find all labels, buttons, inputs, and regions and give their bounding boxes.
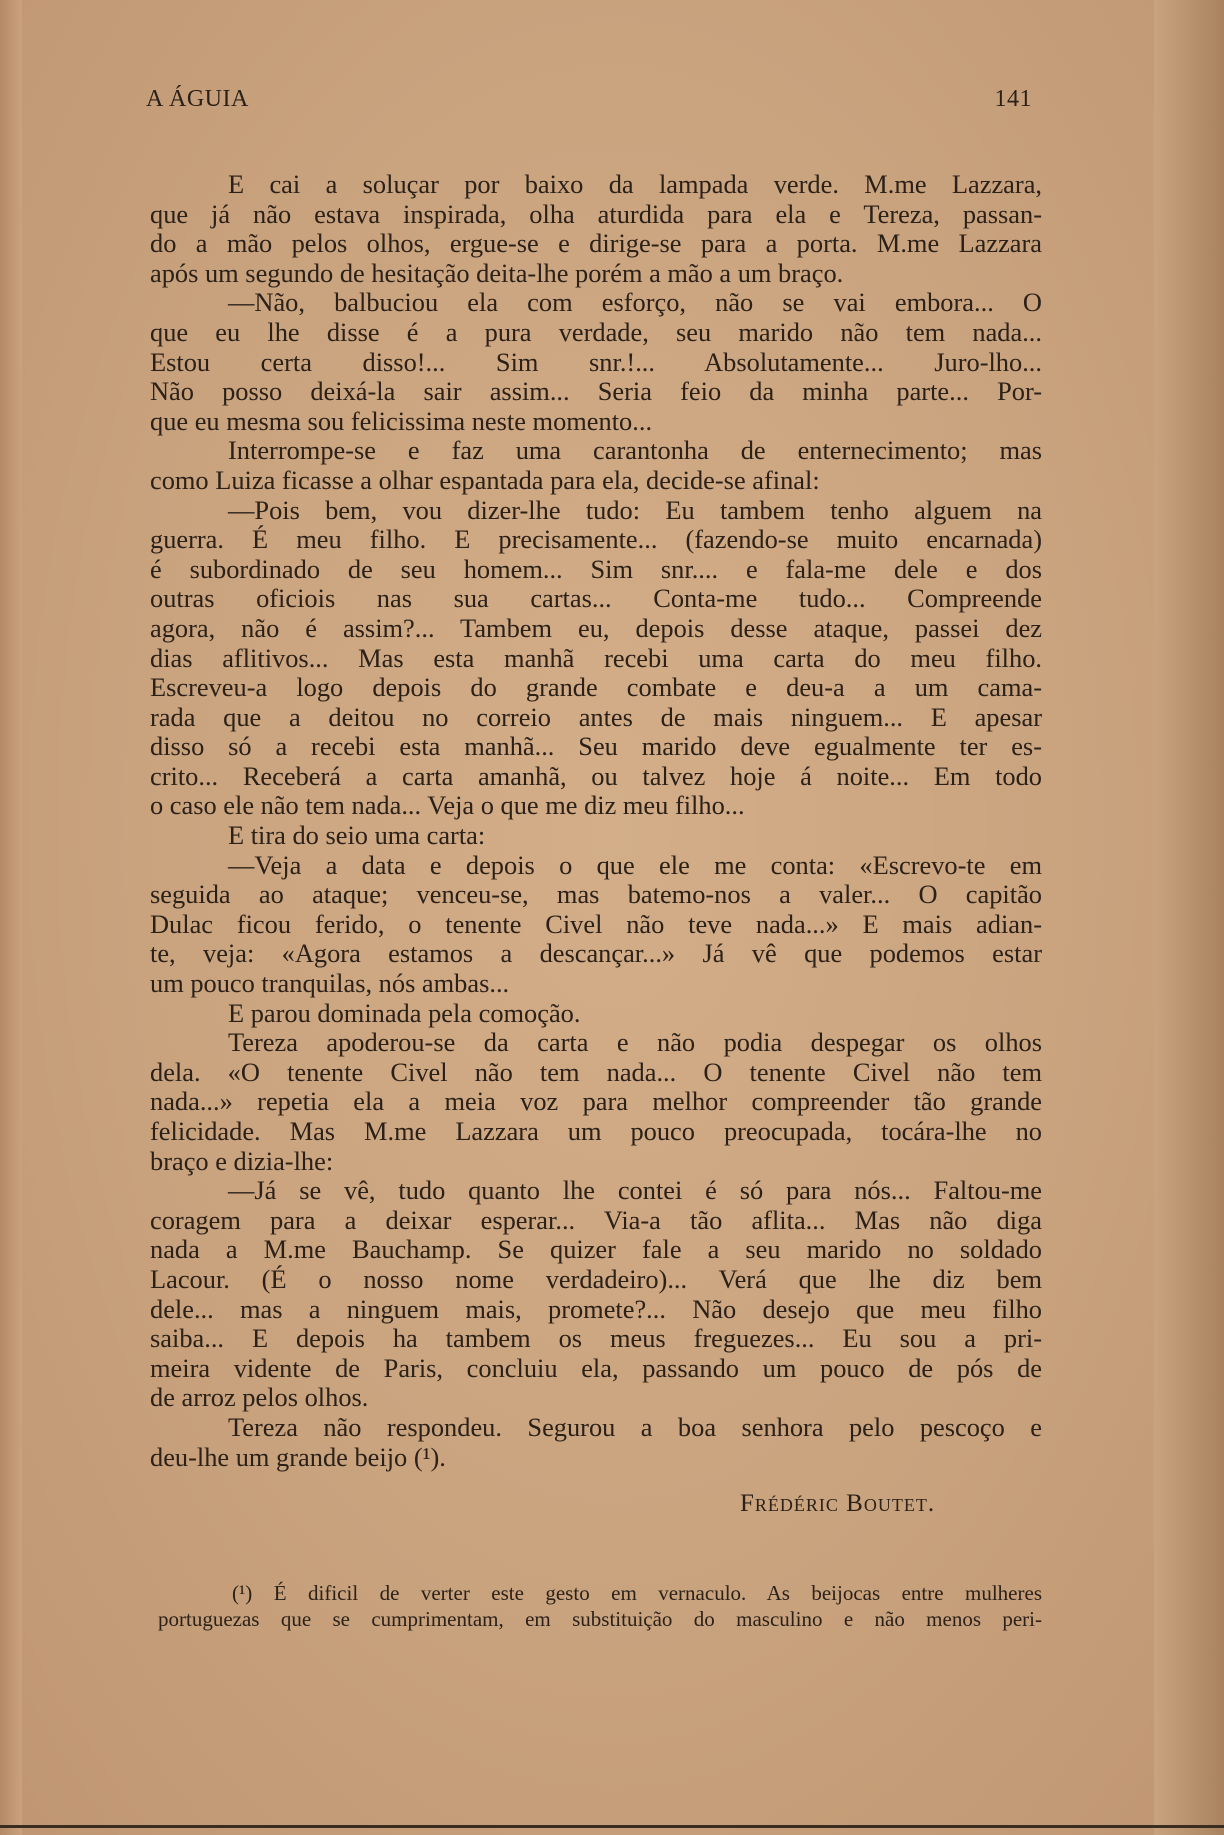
- text-line: —Pois bem, vou dizer-lhe tudo: Eu tambem tenho alguem na: [228, 494, 1042, 525]
- text-line: rada que a deitou no correio antes de mais ninguem... E apesar: [150, 701, 1042, 732]
- text-line: Tereza não respondeu. Segurou a boa senhora pelo pescoço e: [228, 1411, 1042, 1442]
- text-line: após um segundo de hesitação deita-lhe porém a mão a um braço.: [150, 257, 844, 288]
- text-line: Tereza apoderou-se da carta e não podia despegar os olhos: [228, 1027, 1042, 1058]
- text-line: E tira do seio uma carta:: [228, 820, 486, 851]
- text-line: nada...» repetia ela a meia voz para melhor compreender tão grande: [150, 1086, 1042, 1117]
- author-signature: Frédéric Boutet.: [740, 1490, 936, 1517]
- text-line: crito... Receberá a carta amanhã, ou talvez hoje á noite... Em todo: [150, 760, 1042, 791]
- text-line: como Luiza ficasse a olhar espantada para ela, decide-se afinal:: [150, 464, 820, 495]
- text-line: Estou certa disso!... Sim snr.!... Absolutamente... Juro-lho...: [150, 346, 1042, 377]
- text-line: —Não, balbuciou ela com esforço, não se vai embora... O: [228, 287, 1042, 318]
- text-line: deu-lhe um grande beijo (¹).: [150, 1441, 446, 1472]
- text-line: é subordinado de seu homem... Sim snr.... e fala-me dele e dos: [150, 553, 1042, 584]
- text-line: um pouco tranquilas, nós ambas...: [150, 968, 510, 999]
- text-line: Lacour. (É o nosso nome verdadeiro)... Verá que lhe diz bem: [150, 1263, 1042, 1294]
- text-line: de arroz pelos olhos.: [150, 1382, 369, 1413]
- text-line: do a mão pelos olhos, ergue-se e dirige-se para a porta. M.me Lazzara: [150, 228, 1042, 259]
- text-line: seguida ao ataque; venceu-se, mas batemo-nos a valer... O capitão: [150, 879, 1042, 910]
- text-line: dela. «O tenente Civel não tem nada... O tenente Civel não tem: [150, 1056, 1042, 1087]
- text-line: Escreveu-a logo depois do grande combate e deu-a a um cama-: [150, 672, 1042, 703]
- text-line: dias aflitivos... Mas esta manhã recebi uma carta do meu filho.: [150, 642, 1042, 673]
- text-line: Interrompe-se e faz uma carantonha de enternecimento; mas: [228, 435, 1042, 466]
- page-edge-shadow-right: [1154, 0, 1224, 1835]
- footnote-line: portuguezas que se cumprimentam, em substituição do masculino e não menos peri-: [158, 1607, 1042, 1631]
- text-line: que eu mesma sou felicissima neste momento...: [150, 405, 653, 436]
- text-line: E cai a soluçar por baixo da lampada verde. M.me Lazzara,: [228, 169, 1042, 199]
- text-line: dele... mas a ninguem mais, promete?... Não desejo que meu filho: [150, 1293, 1042, 1324]
- text-line: guerra. É meu filho. E precisamente... (fazendo-se muito encarnada): [150, 524, 1042, 555]
- text-line: E parou dominada pela comoção.: [228, 997, 581, 1028]
- footnote: [158, 1580, 1042, 1632]
- text-line: Não posso deixá-la sair assim... Seria feio da minha parte... Por-: [150, 376, 1042, 407]
- text-line: saiba... E depois ha tambem os meus freguezes... Eu sou a pri-: [150, 1323, 1042, 1354]
- footnote-line: (¹) É dificil de verter este gesto em vernaculo. As beijocas entre mulheres: [232, 1581, 1042, 1605]
- text-line: —Já se vê, tudo quanto lhe contei é só para nós... Faltou-me: [228, 1175, 1042, 1206]
- text-line: agora, não é assim?... Tambem eu, depois desse ataque, passei dez: [150, 612, 1042, 643]
- page-number: 141: [994, 86, 1032, 112]
- article-body: [150, 170, 1042, 1472]
- text-line: braço e dizia-lhe:: [150, 1145, 334, 1176]
- text-line: te, veja: «Agora estamos a descançar...» Já vê que podemos estar: [150, 938, 1042, 969]
- text-line: o caso ele não tem nada... Veja o que me diz meu filho...: [150, 790, 745, 821]
- journal-title: A ÁGUIA: [146, 86, 249, 112]
- text-line: coragem para a deixar esperar... Via-a tão aflita... Mas não diga: [150, 1204, 1042, 1235]
- text-line: Dulac ficou ferido, o tenente Civel não teve nada...» E mais adian-: [150, 908, 1042, 939]
- bottom-rule: [0, 1825, 1224, 1828]
- text-line: —Veja a data e depois o que ele me conta: «Escrevo-te em: [228, 849, 1042, 880]
- text-line: outras oficiois nas sua cartas... Conta-me tudo... Compreende: [150, 583, 1042, 614]
- text-line: que eu lhe disse é a pura verdade, seu marido não tem nada...: [150, 316, 1042, 347]
- text-line: meira vidente de Paris, concluiu ela, passando um pouco de pós de: [150, 1352, 1042, 1383]
- text-line: nada a M.me Bauchamp. Se quizer fale a seu marido no soldado: [150, 1234, 1042, 1265]
- text-line: felicidade. Mas M.me Lazzara um pouco preocupada, tocára-lhe no: [150, 1116, 1042, 1146]
- text-line: disso só a recebi esta manhã... Seu marido deve egualmente ter es-: [150, 731, 1042, 762]
- running-header: [146, 86, 1032, 120]
- page-edge-shadow-left: [0, 0, 22, 1835]
- text-line: que já não estava inspirada, olha aturdida para ela e Tereza, passan-: [150, 198, 1042, 229]
